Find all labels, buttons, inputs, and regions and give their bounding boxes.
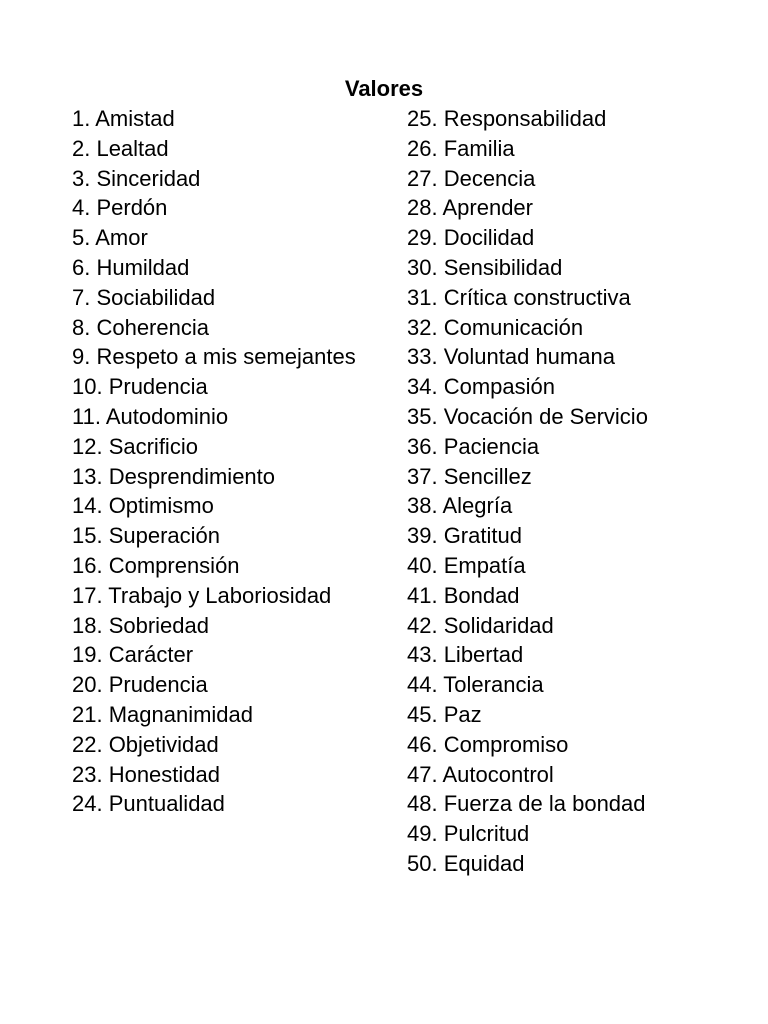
list-item: 40. Empatía — [407, 552, 526, 578]
list-item: 24. Puntualidad — [72, 791, 225, 817]
list-item: 21. Magnanimidad — [72, 701, 254, 727]
list-item: 20. Prudencia — [72, 672, 208, 698]
list-item: 7. Sociabilidad — [72, 284, 216, 310]
list-item: 41. Bondad — [407, 582, 520, 608]
list-item: 30. Sensibilidad — [407, 254, 563, 280]
list-item: 13. Desprendimiento — [72, 463, 276, 489]
list-item: 29. Docilidad — [407, 225, 535, 251]
list-item: 4. Perdón — [72, 195, 168, 221]
list-item: 50. Equidad — [407, 850, 525, 876]
list-item: 18. Sobriedad — [72, 612, 209, 638]
list-item: 2. Lealtad — [72, 135, 169, 161]
values-list-left — [72, 104, 362, 819]
list-item: 46. Compromiso — [407, 731, 569, 757]
list-item: 34. Compasión — [407, 374, 555, 400]
list-item: 14. Optimismo — [72, 493, 214, 519]
list-item: 39. Gratitud — [407, 523, 522, 549]
list-item: 33. Voluntad humana — [407, 344, 615, 370]
values-list-right — [407, 104, 737, 879]
list-item: 32. Comunicación — [407, 314, 584, 340]
list-item: 42. Solidaridad — [407, 612, 554, 638]
list-item: 9. Respeto a mis semejantes — [72, 344, 356, 370]
list-item: 27. Decencia — [407, 165, 536, 191]
list-item: 6. Humildad — [72, 254, 190, 280]
list-item: 5. Amor — [72, 225, 148, 251]
list-item: 38. Alegría — [407, 493, 513, 519]
list-item: 37. Sencillez — [407, 463, 532, 489]
list-item: 22. Objetividad — [72, 731, 219, 757]
list-item: 28. Aprender — [407, 195, 533, 221]
list-item: 3. Sinceridad — [72, 165, 201, 191]
list-item: 47. Autocontrol — [407, 761, 554, 787]
list-item: 49. Pulcritud — [407, 821, 530, 847]
list-item: 35. Vocación de Servicio — [407, 403, 648, 429]
list-item: 17. Trabajo y Laboriosidad — [72, 582, 332, 608]
document-title: Valores — [344, 76, 424, 101]
list-item: 1. Amistad — [72, 106, 175, 131]
list-item: 25. Responsabilidad — [407, 106, 607, 131]
list-item: 23. Honestidad — [72, 761, 220, 787]
list-item: 15. Superación — [72, 523, 220, 549]
list-item: 43. Libertad — [407, 642, 524, 668]
list-item: 45. Paz — [407, 701, 482, 727]
list-item: 11. Autodominio — [72, 403, 229, 429]
list-item: 36. Paciencia — [407, 433, 540, 459]
list-item: 44. Tolerancia — [407, 672, 544, 698]
list-item: 8. Coherencia — [72, 314, 209, 340]
list-item: 16. Comprensión — [72, 552, 240, 578]
list-item: 12. Sacrificio — [72, 433, 198, 459]
list-item: 48. Fuerza de la bondad — [407, 791, 646, 817]
list-item: 31. Crítica constructiva — [407, 284, 631, 310]
list-item: 26. Familia — [407, 135, 515, 161]
list-item: 19. Carácter — [72, 642, 194, 668]
list-item: 10. Prudencia — [72, 374, 208, 400]
